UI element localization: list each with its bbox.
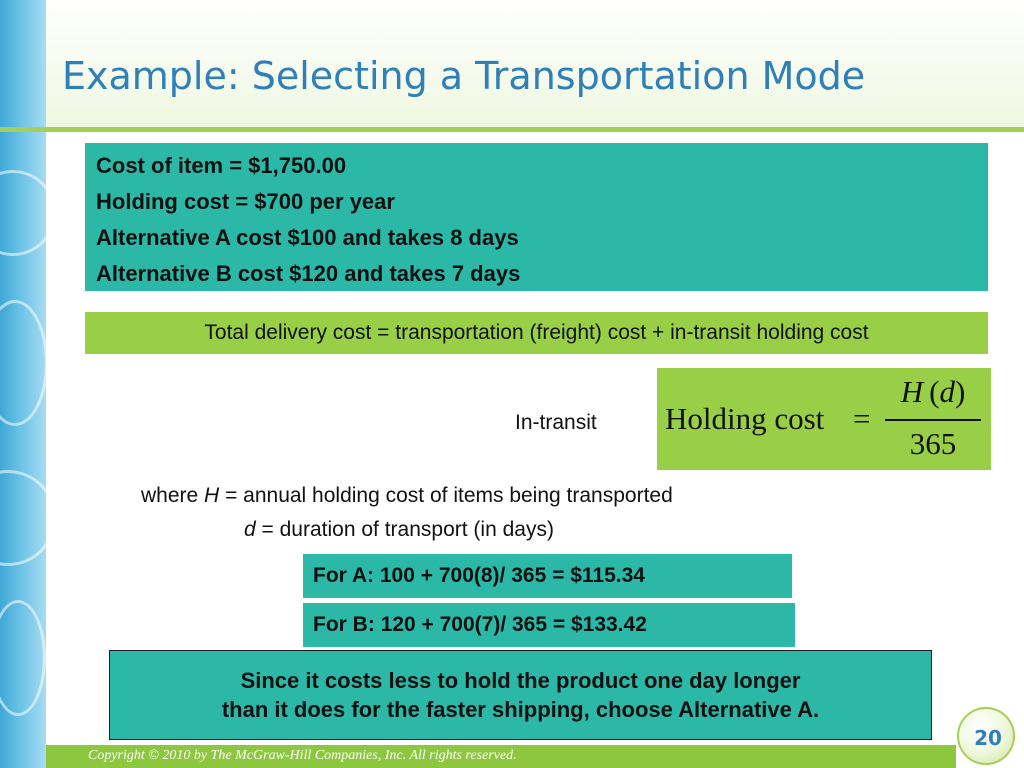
in-transit-label: In-transit bbox=[515, 411, 597, 434]
given-data-box bbox=[85, 143, 988, 291]
slide-title: Example: Selecting a Transportation Mode bbox=[62, 54, 866, 98]
where-d-definition bbox=[244, 518, 554, 542]
where-d-text: = duration of transport (in days) bbox=[261, 518, 554, 541]
conclusion-line-1: Since it costs less to hold the product one day longer bbox=[240, 668, 801, 693]
left-decorative-band bbox=[0, 0, 46, 768]
numerator-h: H bbox=[900, 374, 924, 409]
footer-bar bbox=[46, 745, 956, 768]
given-holding-cost: Holding cost = $700 per year bbox=[96, 189, 395, 214]
equation-equals-sign: = bbox=[853, 401, 871, 436]
band-swirl bbox=[0, 170, 46, 256]
conclusion-box bbox=[109, 650, 932, 740]
band-swirl bbox=[0, 300, 46, 426]
given-alternative-a: Alternative A cost $100 and takes 8 days bbox=[96, 225, 519, 250]
conclusion-line-2: than it does for the faster shipping, choose Alternative A. bbox=[221, 697, 820, 722]
page-number-badge bbox=[957, 707, 1015, 765]
fraction-bar bbox=[885, 419, 981, 421]
where-h-var: H bbox=[204, 484, 220, 507]
numerator-close-paren: ) bbox=[954, 374, 966, 409]
band-swirl bbox=[0, 470, 46, 566]
total-delivery-cost-formula: Total delivery cost = transportation (freight) cost + in-transit holding cost bbox=[85, 312, 988, 354]
equation-lhs: Holding cost bbox=[665, 401, 825, 436]
numerator-d: d bbox=[939, 374, 955, 409]
copyright-notice: Copyright © 2010 by The McGraw-Hill Companies, Inc. All rights reserved. bbox=[88, 748, 517, 763]
where-h-text: = annual holding cost of items being transported bbox=[225, 484, 673, 507]
given-item-cost: Cost of item = $1,750.00 bbox=[96, 153, 347, 178]
calculation-alternative-a: For A: 100 + 700(8)/ 365 = $115.34 bbox=[303, 554, 792, 598]
numerator-open-paren: ( bbox=[929, 374, 940, 409]
where-prefix: where bbox=[141, 484, 199, 507]
equation-numerator bbox=[885, 374, 981, 410]
given-alternative-b: Alternative B cost $120 and takes 7 days bbox=[96, 261, 521, 286]
holding-cost-equation bbox=[657, 368, 991, 470]
where-h-definition bbox=[141, 484, 673, 508]
calculation-alternative-b: For B: 120 + 700(7)/ 365 = $133.42 bbox=[303, 603, 795, 647]
title-divider bbox=[0, 127, 1024, 132]
band-swirl bbox=[0, 600, 46, 716]
where-d-var: d bbox=[244, 518, 256, 541]
page-number: 20 bbox=[974, 726, 1002, 750]
equation-denominator: 365 bbox=[909, 426, 957, 461]
